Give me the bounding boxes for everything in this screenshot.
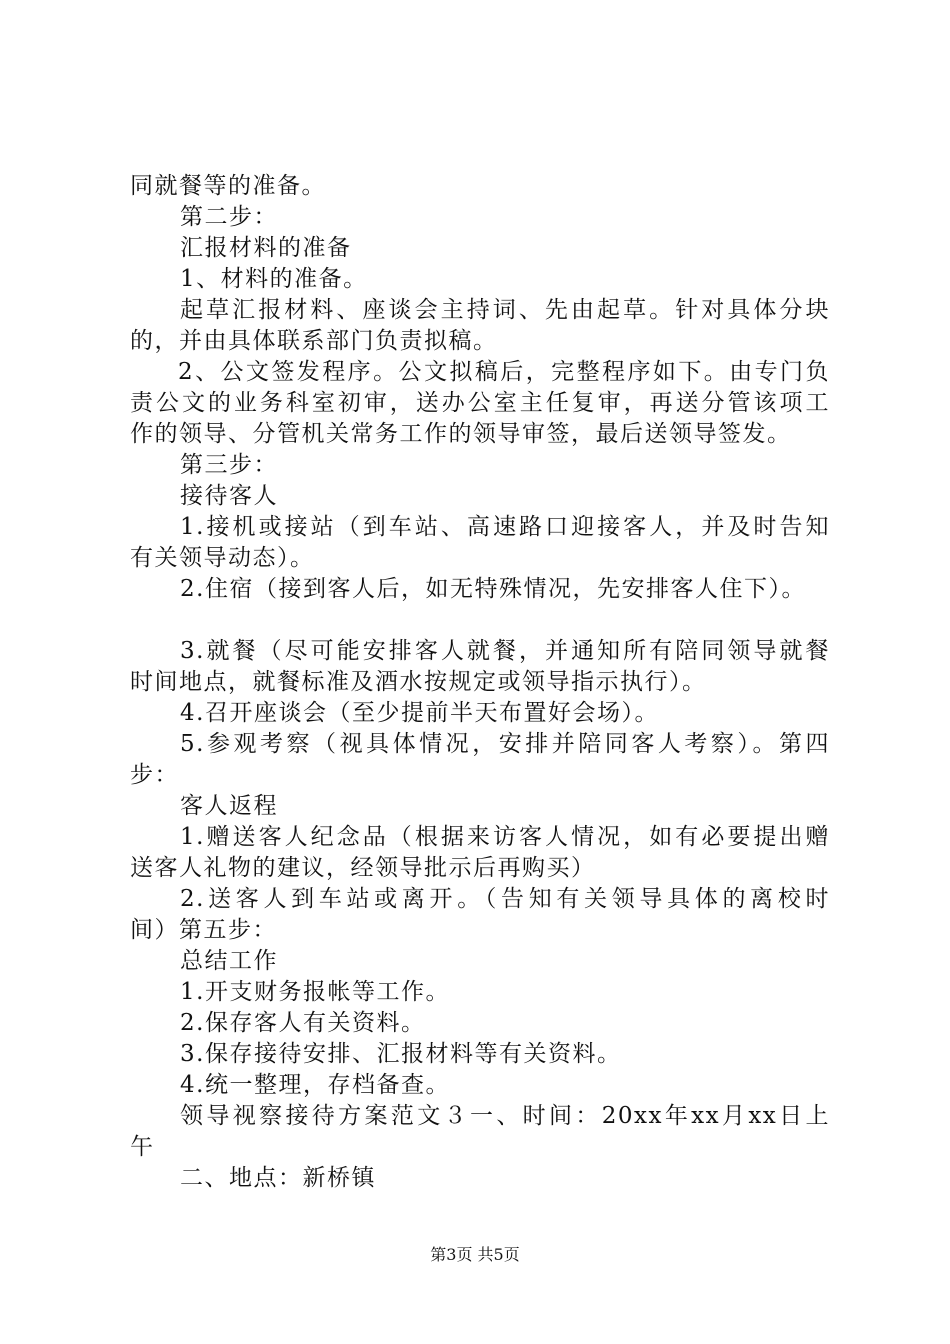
text-line: 2.住宿（接到客人后，如无特殊情况，先安排客人住下）。 [180,576,806,602]
text-line: 步： [130,762,179,788]
text-line: 同就餐等的准备。 [130,173,326,199]
text-line: 2.保存客人有关资料。 [180,1010,426,1036]
section-heading: 客人返程 [180,793,278,819]
text-line: 午 [130,1134,155,1160]
step-heading: 第三步： [180,452,278,478]
text-line: 送客人礼物的建议，经领导批示后再购买） [130,855,596,881]
text-line: 1.开支财务报帐等工作。 [180,979,450,1005]
text-line: 4.统一整理，存档备查。 [180,1072,450,1098]
text-line: 4.召开座谈会（至少提前半天布置好会场）。 [180,700,659,726]
text-line: 的，并由具体联系部门负责拟稿。 [130,328,498,354]
blank-line [130,605,830,636]
document-body [130,171,830,1194]
section-heading: 汇报材料的准备 [180,235,352,261]
text-line: 作的领导、分管机关常务工作的领导审签，最后送领导签发。 [130,421,792,447]
text-line: 5.参观考察（视具体情况，安排并陪同客人考察）。第四 [180,731,830,757]
text-line: 责公文的业务科室初审，送办公室主任复审，再送分管该项工 [130,390,830,416]
text-line: 3.保存接待安排、汇报材料等有关资料。 [180,1041,622,1067]
text-line: 间）第五步： [130,917,277,943]
text-line: 2、公文签发程序。公文拟稿后，完整程序如下。由专门负 [178,359,830,385]
text-line: 起草汇报材料、座谈会主持词、先由起草。针对具体分块 [180,297,830,323]
text-line: 1、材料的准备。 [180,266,368,292]
page-number-footer: 第3页 共5页 [430,1245,520,1264]
section-heading: 接待客人 [180,483,278,509]
text-line: 有关领导动态）。 [130,545,315,571]
text-line: 1.赠送客人纪念品（根据来访客人情况，如有必要提出赠 [180,824,830,850]
section-heading: 总结工作 [180,948,278,974]
text-line: 二、地点：新桥镇 [180,1165,376,1191]
text-line: 2.送客人到车站或离开。（告知有关领导具体的离校时 [180,886,830,912]
step-heading: 第二步： [180,204,278,230]
text-line: 领导视察接待方案范文３一、时间：20xx年xx月xx日上 [180,1103,830,1129]
text-line: 时间地点，就餐标准及酒水按规定或领导指示执行）。 [130,669,707,695]
text-line: 3.就餐（尽可能安排客人就餐，并通知所有陪同领导就餐 [180,638,830,664]
text-line: 1.接机或接站（到车站、高速路口迎接客人，并及时告知 [180,514,830,540]
